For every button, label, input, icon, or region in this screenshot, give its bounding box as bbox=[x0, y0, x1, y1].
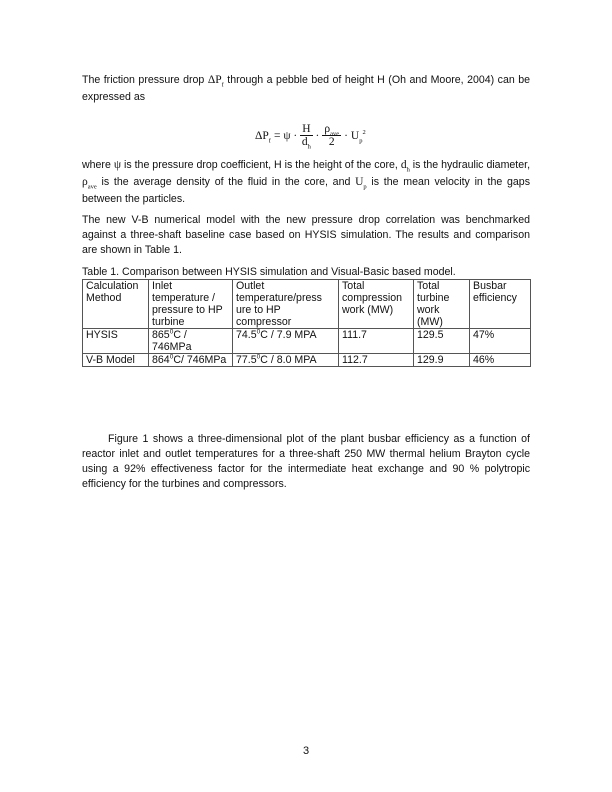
page-number: 3 bbox=[302, 745, 310, 757]
paragraph-definitions: where ψ is the pressure drop coefficient, H is the height of the core, $d_h$ is the hydraulic diameter, $\rho_{ave}$ is the average density of the fluid in the core, and $U_p$ is the mean velocity in the gaps between the particles. bbox=[82, 159, 531, 205]
header-cell: Busbar efficiency bbox=[470, 280, 531, 329]
cell: $864^0C/$ 746MPa bbox=[149, 354, 233, 367]
table-row bbox=[83, 354, 531, 367]
header-cell: Total compression work (MW) bbox=[339, 280, 414, 329]
cell: $865^0C / 746MPa$ bbox=[149, 329, 233, 354]
cell: 111.7 bbox=[339, 329, 414, 354]
paragraph-figure-description: Figure 1 shows a three-dimensional plot of the plant busbar efficiency as a function of reactor inlet and outlet temperatures for a three-shaft 250 MW thermal helium Brayton cycle using a 92% effectiveness factor for the intermediate heat exchange and 90 % polytropic efficiency for the turbines and compressors. bbox=[82, 433, 530, 490]
cell: 77.5$^0$C / 8.0 MPA bbox=[233, 354, 339, 367]
pressure-drop-equation: $\Delta P_f$ = ψ · $\frac{H}{d_h}$ · $\frac{\rho_{ave}}{2}$ · $U_p^2$ bbox=[255, 123, 366, 151]
table-caption: Table 1. Comparison between HYSIS simulation and Visual-Basic based model. bbox=[82, 266, 456, 278]
header-cell: Inlet temperature / pressure to HP turbine bbox=[149, 280, 233, 329]
cell: V-B Model bbox=[83, 354, 149, 367]
comparison-table bbox=[82, 279, 531, 367]
table-header-row bbox=[83, 280, 531, 329]
cell: 112.7 bbox=[339, 354, 414, 367]
paragraph-intro bbox=[82, 72, 530, 106]
cell: 129.9 bbox=[414, 354, 470, 367]
cell: HYSIS bbox=[83, 329, 149, 354]
header-cell: Calculation Method bbox=[83, 280, 149, 329]
text: The friction pressure drop bbox=[82, 74, 208, 86]
header-cell: Outlet temperature/press ure to HP compressor bbox=[233, 280, 339, 329]
cell: 74.5$^0$C / 7.9 MPA bbox=[233, 329, 339, 354]
cell: 129.5 bbox=[414, 329, 470, 354]
cell: 46% bbox=[470, 354, 531, 367]
paragraph-benchmark: The new V-B numerical model with the new pressure drop correlation was benchmarked against a three-shaft baseline case based on HYSIS simulation. The results and comparison are shown in Table 1. bbox=[82, 214, 530, 256]
table-row bbox=[83, 329, 531, 354]
delta-p-symbol: $\Delta P_f$ bbox=[207, 74, 224, 89]
text: through a pebble bed of height H (Oh and Moore, 2004) can be expressed as bbox=[82, 74, 530, 103]
cell: 47% bbox=[470, 329, 531, 354]
header-cell: Total turbine work (MW) bbox=[414, 280, 470, 329]
